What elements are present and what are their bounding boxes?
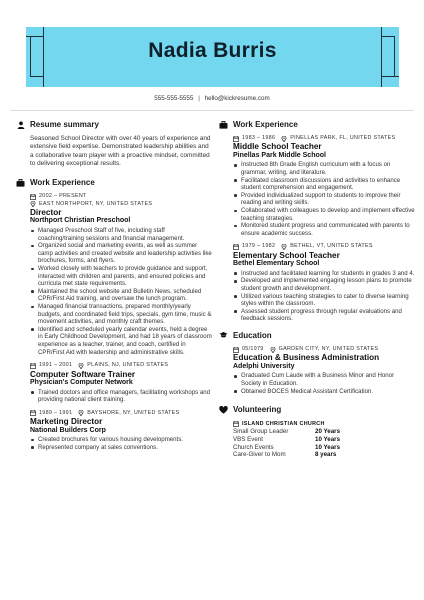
job-location-row [30,201,212,208]
location-pin-icon [281,244,287,250]
job-location: PLAINS, NJ, UNITED STATES [87,362,169,369]
calendar-icon [233,244,239,250]
person-icon [16,120,25,129]
job-location: BAYSHORE, NY, UNITED STATES [87,409,180,416]
job-company: Physician's Computer Network [30,378,133,386]
location-pin-icon [78,363,84,369]
bullet-item: Instructed 8th Grade English curriculum with a focus on grammar, writing, and literature. [233,161,415,176]
briefcase-icon [219,120,228,129]
calendar-icon [233,347,239,353]
summary-text: Seasoned School Director with over 40 years of experience and extensive field expertise. Demonstrated leadership abilities and a collaborative team player with a proactive mindset, committed to delivering exceptional results. [30,135,211,167]
bullet-item: Graduated Cum Laude with a Business Minor and Honor Society in Education. [233,372,415,387]
volunteering-heading: Volunteering [233,405,282,415]
calendar-icon [30,194,36,200]
bullet-item: Developed and implemented engaging lesson plans to promote student growth and development. [233,277,415,292]
work-heading-row-right [219,120,415,129]
location-pin-icon [281,136,287,142]
calendar-icon [233,421,239,427]
location-pin-icon [30,201,36,207]
education-bullets [233,372,415,395]
banner-frame-right-tick [395,76,399,77]
volunteer-org: ISLAND CHRISTIAN CHURCH [242,421,325,428]
work-heading-left: Work Experience [30,178,95,188]
job-entry [233,135,415,237]
job-meta [30,410,212,417]
volunteering-section [219,405,415,459]
job-meta [30,193,212,200]
calendar-icon [30,363,36,369]
bullet-item: Managed financial transactions, prepared monthly/yearly budgets, and coordinated field trips, specials, gym time, music & movement activities, and monthly craft themes. [30,303,212,326]
job-title: Computer Software Trainer [30,369,136,379]
work-heading-row-left [16,178,212,187]
bullet-item: Represented company at sales conventions. [30,444,212,452]
education-degree: Education & Business Administration [233,353,380,363]
job-entry [233,243,415,323]
volunteer-role: Small Group Leader [233,428,289,436]
bullet-item: Identified and scheduled yearly calendar events, held a degree in Early Childhood Development, and had 18 years of classroom experience as a teacher, trainer, and coach, certified in CPR/First Aid with leadership and administrative skills. [30,326,212,356]
job-entry [30,410,212,452]
summary-heading-row [16,120,212,129]
contact-separator: | [198,95,200,102]
volunteer-role-row [233,436,415,444]
job-dates: 1989 – 1991 [39,409,73,416]
education-school: Adelphi University [233,362,295,370]
bullet-item: Assessed student progress through regular evaluations and feedback sessions. [233,308,415,323]
job-meta [233,243,415,250]
graduation-cap-icon [219,331,228,340]
banner-frame-left-tick [26,36,30,37]
briefcase-icon [16,178,25,187]
bullet-item: Collaborated with colleagues to develop and implement effective teaching strategies. [233,207,415,222]
education-heading-row [219,331,415,340]
job-bullets [233,161,415,237]
job-entry [30,362,212,404]
volunteer-role: Care-Giver to Mom [233,451,286,459]
job-bullets [30,389,212,404]
job-location: BETHEL, VT, UNITED STATES [290,243,373,250]
job-company: Pinellas Park Middle School [233,151,326,159]
bullet-item: Utilized various teaching strategies to cater to diverse learning styles within the classroom. [233,293,415,308]
header-divider [10,110,414,111]
bullet-item: Trained doctors and office managers, facilitating workshops and providing national client training. [30,389,212,404]
education-date: 05/1979 [242,345,264,352]
job-title: Middle School Teacher [233,142,322,152]
work-experience-section-right [219,120,415,323]
job-bullets [30,227,212,356]
left-column [16,120,212,457]
bullet-item: Obtained BOCES Medical Assistant Certification. [233,388,415,396]
right-column [219,120,415,459]
name-banner [26,27,399,87]
volunteer-duration: 8 years [315,451,337,459]
calendar-icon [233,136,239,142]
location-pin-icon [78,410,84,416]
summary-section [16,120,212,168]
contact-line [0,95,424,102]
bullet-item: Managed Preschool Staff of five, including staff coaching/training sessions and financial management. [30,227,212,242]
volunteer-role-row [233,451,415,459]
job-company: Bethel Elementary School [233,260,320,268]
job-dates: 1979 – 1982 [242,243,276,250]
volunteer-duration: 20 Years [315,428,341,436]
job-bullets [30,436,212,451]
bullet-item: Monitored student progress and communicated with parents to ensure academic success. [233,222,415,237]
phone: 555-555-5555 [154,95,194,102]
location-pin-icon [270,347,276,353]
summary-heading: Resume summary [30,120,99,129]
bullet-item: Facilitated classroom discussions and activities to enhance student comprehension and engagement. [233,177,415,192]
education-meta [233,346,415,353]
calendar-icon [30,410,36,416]
work-experience-section-left [16,178,212,451]
email[interactable]: hello@kickresume.com [204,95,270,102]
volunteering-heading-row [219,405,415,414]
education-section [219,331,415,395]
job-meta [233,135,415,142]
education-location: GARDEN CITY, NY, UNITED STATES [278,345,379,352]
job-meta [30,362,212,369]
volunteer-duration: 10 Years [315,435,341,443]
work-heading-right: Work Experience [233,120,298,129]
volunteer-org-row [233,420,415,428]
volunteer-role: Church Events [233,443,274,451]
candidate-name: Nadia Burris [148,39,277,62]
bullet-item: Created brochures for various housing developments. [30,436,212,444]
job-title: Elementary School Teacher [233,250,340,260]
bullet-item: Instructed and facilitated learning for students in grades 3 and 4. [233,270,415,278]
job-dates: 2002 – PRESENT [39,193,87,200]
job-title: Marketing Director [30,417,103,427]
heart-icon [219,405,228,414]
job-company: National Builders Corp [30,426,106,434]
job-location: EAST NORTHPORT, NY, UNITED STATES [39,200,153,207]
volunteer-duration: 10 Years [315,443,341,451]
job-dates: 1991 – 2001 [39,362,73,369]
bullet-item: Organized social and marketing events, as well as summer camp activities and created website and leadership activities like brochures, forms, and flyers. [30,242,212,265]
job-dates: 1983 – 1986 [242,135,276,141]
job-title: Director [30,208,62,217]
bullet-item: Provided individualized support to students to improve their reading and writing skills. [233,192,415,207]
job-location: PINELLAS PARK, FL, UNITED STATES [290,135,396,141]
bullet-item: Maintained the school website and Bulletin News, scheduled CPR/First Aid training, and oversaw the lunch program. [30,288,212,303]
volunteer-role-row [233,428,415,436]
education-heading: Education [233,330,272,340]
volunteer-role-row [233,444,415,452]
job-entry [30,193,212,356]
job-bullets [233,270,415,323]
bullet-item: Worked closely with teachers to provide guidance and support, interacted with children and parents, and ensured policies and curricula met state requirements. [30,265,212,288]
volunteer-role: VBS Event [233,435,263,443]
job-company: Northport Christian Preschool [30,217,131,225]
